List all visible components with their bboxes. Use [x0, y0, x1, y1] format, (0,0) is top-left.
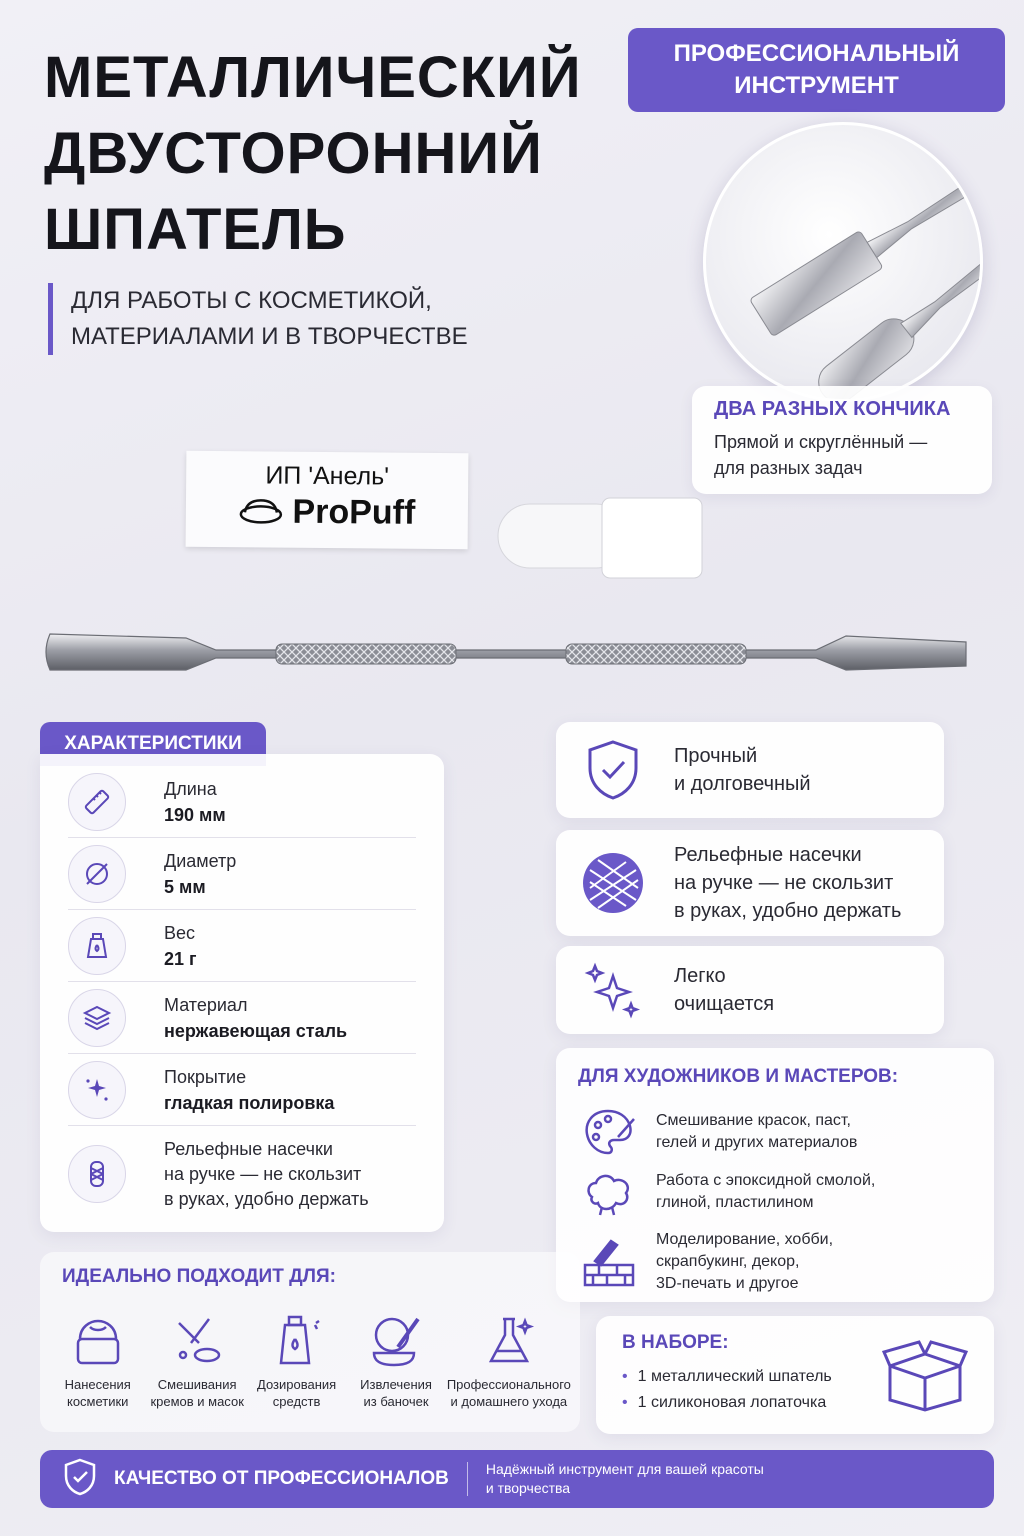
ideal-line: Профессионального: [446, 1377, 571, 1392]
seller-name: ИП 'Анель': [265, 461, 390, 491]
subtitle: [48, 283, 568, 355]
ideal-line: Извлечения: [360, 1377, 432, 1392]
grip-line: в руках, удобно держать: [164, 1188, 369, 1209]
tips-line: для разных задач: [714, 458, 863, 478]
ideal-text: [147, 1376, 246, 1410]
kit-item: • 1 металлический шпатель: [622, 1364, 968, 1390]
ideal-line: кремов и масок: [150, 1394, 244, 1409]
badge-line: ПРОФЕССИОНАЛЬНЫЙ: [673, 40, 960, 67]
tips-closeup-image: [703, 122, 983, 402]
grip-icon: [68, 1145, 126, 1203]
artists-line: скрапбукинг, декор,: [656, 1253, 800, 1270]
artists-item: [578, 1222, 972, 1302]
spec-value: гладкая полировка: [164, 1092, 335, 1113]
feature-card-grip: [556, 830, 944, 936]
feature-line: и долговечный: [674, 773, 811, 795]
artists-text: [656, 1229, 833, 1295]
tips-card: [692, 386, 992, 494]
brand-row: [204, 492, 450, 533]
diameter-icon: [68, 845, 126, 903]
artists-line: 3D-печать и другое: [656, 1275, 799, 1292]
ideal-line: Дозирования: [257, 1377, 337, 1392]
artists-line: Смешивание красок, паст,: [656, 1112, 851, 1129]
badge-line: ИНСТРУМЕНТ: [734, 72, 899, 99]
pro-badge: [628, 28, 1005, 112]
seller-label: [186, 451, 469, 549]
artists-line: Моделирование, хобби,: [656, 1231, 834, 1248]
ideal-line: Смешивания: [157, 1377, 237, 1392]
title-line: МЕТАЛЛИЧЕСКИЙ: [44, 45, 582, 110]
spec-row: [68, 982, 416, 1054]
divider: [467, 1462, 468, 1496]
spec-value: 190 мм: [164, 804, 226, 825]
spec-row: [68, 838, 416, 910]
sparkle-icon: [68, 1061, 126, 1119]
quality-banner: [40, 1450, 994, 1508]
artists-heading: ДЛЯ ХУДОЖНИКОВ И МАСТЕРОВ:: [578, 1066, 899, 1087]
ideal-line: средств: [272, 1394, 321, 1409]
spec-row: [68, 766, 416, 838]
spatula-tips-illustration: [706, 125, 983, 402]
spec-value: 21 г: [164, 948, 197, 969]
title-line: ДВУСТОРОННИЙ: [44, 121, 543, 186]
spec-row: [68, 1126, 416, 1222]
specs-tab: ХАРАКТЕРИСТИКИ: [40, 722, 266, 766]
artists-item: [578, 1102, 972, 1162]
spec-row: [68, 1054, 416, 1126]
grip-line: на ручке — не скользит: [164, 1163, 362, 1184]
ideal-item: [346, 1306, 445, 1410]
artists-text: [656, 1110, 857, 1154]
ideal-item: [247, 1306, 346, 1410]
title-line: ШПАТЕЛЬ: [44, 197, 347, 262]
artists-line: гелей и других материалов: [656, 1134, 858, 1151]
spec-value: 5 мм: [164, 876, 206, 897]
kit-card: [596, 1316, 994, 1434]
scoop-icon: [346, 1306, 445, 1376]
feature-line: Прочный: [674, 745, 758, 767]
feature-line: на ручке — не скользит: [674, 872, 894, 894]
subtitle-line: МАТЕРИАЛАМИ И В ТВОРЧЕСТВЕ: [71, 323, 468, 350]
spec-label: Покрытие: [164, 1066, 247, 1087]
quality-line: и творчества: [485, 1480, 571, 1496]
spec-label: Диаметр: [164, 850, 237, 871]
tips-line: Прямой и скруглённый —: [714, 432, 928, 452]
spec-label: Вес: [164, 922, 196, 943]
layers-icon: [68, 989, 126, 1047]
ideal-line: из баночек: [363, 1394, 429, 1409]
subtitle-line: ДЛЯ РАБОТЫ С КОСМЕТИКОЙ,: [71, 287, 432, 314]
knurl-icon: [580, 850, 646, 916]
artists-card: [556, 1048, 994, 1302]
feature-line: в руках, удобно держать: [674, 900, 902, 922]
shield-check-icon: [580, 738, 646, 802]
quality-title: КАЧЕСТВО ОТ ПРОФЕССИОНАЛОВ: [114, 1468, 449, 1489]
feature-card-durable: [556, 722, 944, 818]
ideal-items: [48, 1306, 572, 1410]
palette-icon: [578, 1107, 640, 1157]
ideal-item: [446, 1306, 572, 1410]
spec-value: нержавеющая сталь: [164, 1020, 348, 1041]
quality-line: Надёжный инструмент для вашей красоты: [485, 1461, 764, 1477]
feature-line: Легко: [674, 965, 726, 987]
quality-text: [486, 1460, 764, 1498]
spec-row: [68, 910, 416, 982]
spec-label: Длина: [164, 778, 217, 799]
clay-icon: [578, 1167, 640, 1217]
feature-text: [674, 742, 811, 798]
kit-item: • 1 силиконовая лопаточка: [622, 1390, 968, 1416]
silicone-spatula-image: [496, 494, 706, 584]
puff-logo-icon: [238, 494, 282, 529]
ideal-line: Нанесения: [64, 1377, 131, 1392]
ideal-heading: ИДЕАЛЬНО ПОДХОДИТ ДЛЯ:: [62, 1266, 336, 1287]
ideal-text: [446, 1376, 572, 1410]
ideal-text: [247, 1376, 346, 1410]
ideal-text: [48, 1376, 147, 1410]
specs-card: [40, 754, 444, 1232]
artists-line: глиной, пластилином: [656, 1194, 814, 1211]
weight-icon: [68, 917, 126, 975]
feature-line: Рельефные насечки: [674, 844, 862, 866]
page-title: [44, 40, 644, 268]
ruler-icon: [68, 773, 126, 831]
metal-spatula-image: [36, 620, 982, 690]
ideal-line: косметики: [66, 1394, 129, 1409]
bottle-icon: [247, 1306, 346, 1376]
feature-line: очищается: [674, 993, 775, 1015]
bricks-icon: [578, 1235, 640, 1289]
tips-heading: ДВА РАЗНЫХ КОНЧИКА: [714, 398, 951, 420]
cream-jar-icon: [48, 1306, 147, 1376]
grip-text: [164, 1137, 369, 1212]
mixing-icon: [147, 1306, 246, 1376]
box-icon: [882, 1336, 968, 1417]
ideal-text: [346, 1376, 445, 1410]
sparkles-icon: [580, 960, 646, 1020]
feature-text: [674, 841, 901, 925]
feature-text: [674, 962, 774, 1018]
flask-icon: [446, 1306, 572, 1376]
kit-heading: В НАБОРЕ:: [622, 1332, 729, 1353]
spec-label: Материал: [164, 994, 248, 1015]
tips-text: [714, 429, 970, 481]
shield-check-icon: [62, 1457, 98, 1502]
ideal-line: и домашнего ухода: [450, 1394, 568, 1409]
brand-name: ProPuff: [292, 492, 416, 532]
ideal-item: [48, 1306, 147, 1410]
artists-item: [578, 1162, 972, 1222]
ideal-for-section: [40, 1252, 580, 1432]
grip-line: Рельефные насечки: [164, 1138, 333, 1159]
artists-text: [656, 1170, 875, 1214]
ideal-item: [147, 1306, 246, 1410]
artists-line: Работа с эпоксидной смолой,: [656, 1172, 876, 1189]
feature-card-clean: [556, 946, 944, 1034]
